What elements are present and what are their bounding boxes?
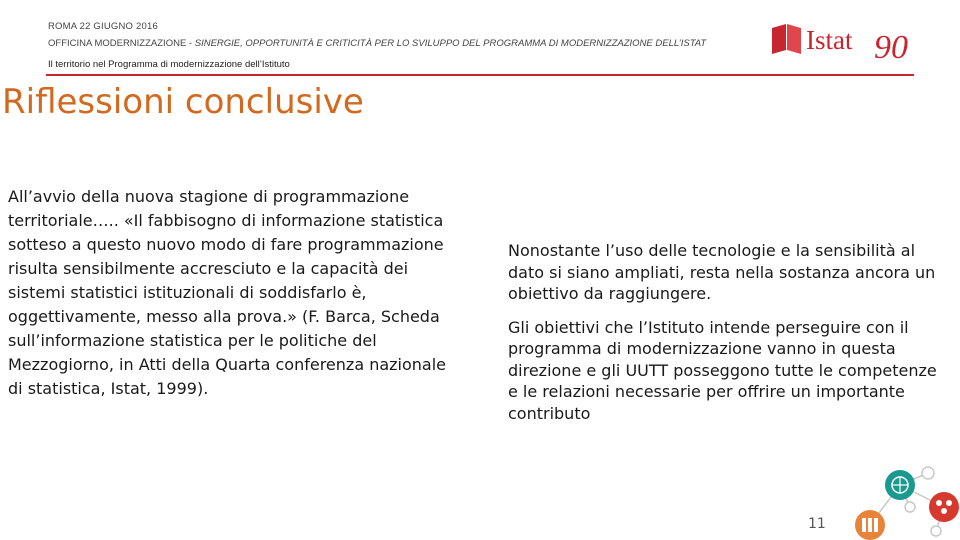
istat-logo	[770, 20, 920, 66]
right-paragraph-2: Gli obiettivi che l’Istituto intende perseguire con il programma di modernizzazione vanno in questa direzione e gli UUTT posseggono tutte le competenze e le relazioni necessarie per offrire un importante contributo	[508, 317, 937, 423]
books-icon	[855, 510, 885, 540]
globe-icon	[885, 470, 915, 500]
header-section: Il territorio nel Programma di modernizzazione dell’Istituto	[48, 59, 290, 70]
right-paragraph-1: Nonostante l’uso delle tecnologie e la sensibilità al dato si siano ampliati, resta nella sostanza ancora un obiettivo da raggiungere.	[508, 241, 936, 303]
istat-logo-book-icon	[772, 24, 801, 54]
right-text-block	[508, 240, 948, 436]
header-event-subtitle: SINERGIE, OPPORTUNITÀ E CRITICITÀ PER LO SVILUPPO DEL PROGRAMMA DI MODERNIZZAZIONE DELL’ISTAT	[194, 38, 707, 49]
header-date: ROMA 22 GIUGNO 2016	[48, 21, 158, 32]
header-event-prefix: OFFICINA MODERNIZZAZIONE -	[48, 38, 195, 49]
people-icon	[929, 492, 959, 522]
header-event	[48, 38, 706, 49]
logo-anniversary: 90	[874, 29, 908, 66]
header-rule	[46, 74, 914, 76]
logo-text: Istat	[806, 25, 853, 55]
left-quote-text: All’avvio della nuova stagione di programmazione territoriale….. «Il fabbisogno di informazione statistica sotteso a questo nuovo modo di fare programmazione risulta sensibilmente accresciuto e la capacità dei sistemi statistici istituzionali di soddisfarlo è, oggettivamente, messo alla prova.» (F. Barca, Scheda sull’informazione statistica per le politiche del Mezzogiorno, in Atti della Quarta conferenza nazionale di statistica, Istat, 1999).	[8, 187, 447, 398]
decorative-network	[840, 455, 960, 540]
slide-title: Riflessioni conclusive	[2, 82, 364, 122]
page-number: 11	[808, 516, 826, 532]
